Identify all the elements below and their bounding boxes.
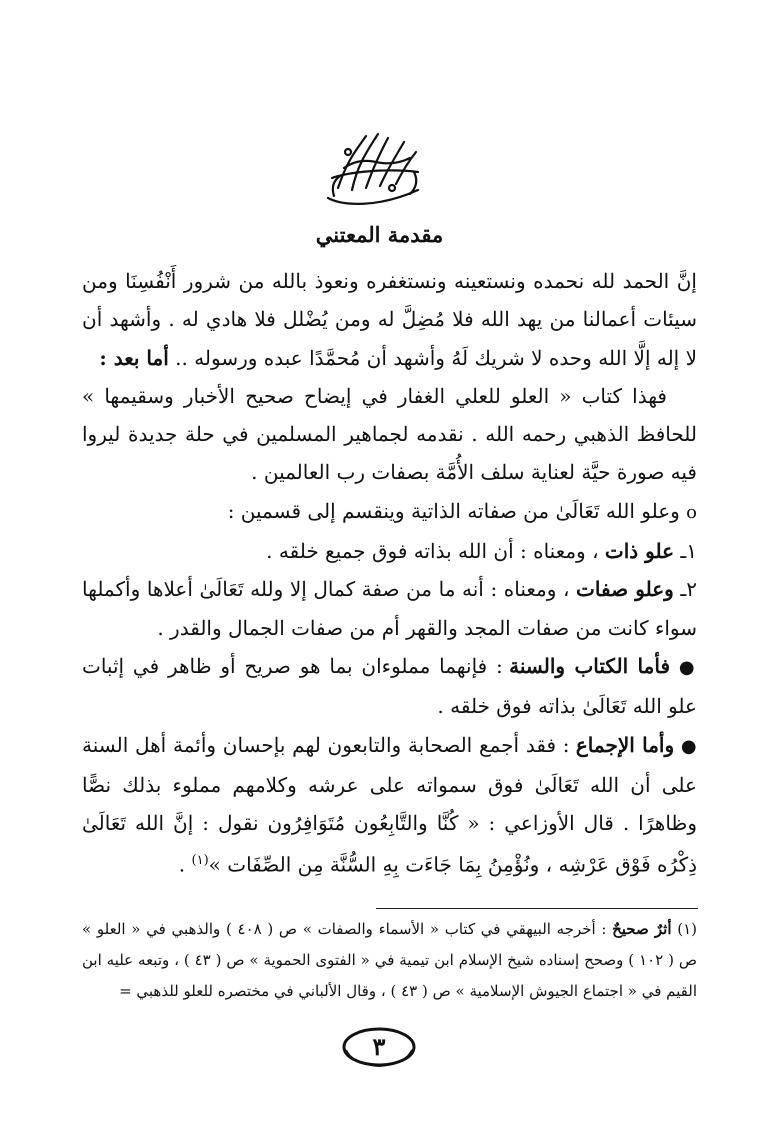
page-title: مقدمة المعتني bbox=[315, 222, 444, 247]
filled-bullet-icon: ● bbox=[680, 735, 697, 757]
paragraph-quran-sunnah: ● فأما الكتاب والسنة : فإنهما مملوءان بما هو صريح أو ظاهر في إثبات علو الله تَعَالَىٰ بذاته فوق خلقه . bbox=[82, 653, 698, 719]
document-body bbox=[82, 262, 697, 884]
paragraph-consensus: ● وأما الإجماع : فقد أجمع الصحابة والتابعون لهم بإحسان وأئمة أهل السنة على أن الله تَعَالَىٰ فوق سمواته على عرشه وكلامهم مملوء بذلك نصًّا وظاهرًا . قال الأوزاعي : « كُنَّا والتَّابِعُون مُتَوَافِرُون نقول : إنَّ الله تَعَالَىٰ ذِكْرُه فَوْق عَرْشِه ، ونُؤْمِنُ بِمَا جَاءَت بِهِ السُّنَّة مِن الصِّفَات »$^{(١)}$ . bbox=[82, 732, 697, 878]
paragraph-divisions: o وعلو الله تَعَالَىٰ من صفاته الذاتية وينقسم إلى قسمين : bbox=[227, 498, 697, 523]
footnote-divider bbox=[376, 908, 698, 909]
footnotes bbox=[82, 914, 697, 1007]
basmala-calligraphy-icon bbox=[318, 128, 430, 208]
footnote-1: (١) أثرٌ صحيحٌ : أخرجه البيهقي في كتاب « الأسماء والصفات » ص ( ٤٠٨ ) والذهبي في « العلو » ص ( ١٠٢ ) وصحح إسناده شيخ الإسلام ابن تيمية في « الفتوى الحموية » ص ( ٤٣ ) ، وتبعه عليه ابن القيم في « اجتماع الجيوش الإسلامية » ص ( ٤٣ ) ، وقال الألباني في مختصره للعلو للذهبي = bbox=[82, 920, 697, 1000]
paragraph-intro: إنَّ الحمد لله نحمده ونستعينه ونستغفره ونعوذ بالله من شرور أَنْفُسِنَا ومن سيئات أعمالنا من يهد الله فلا مُضِلَّ له ومن يُضْلل فلا هادي له . وأشهد أن لا إله إلَّا الله وحده لا شريك لَهُ وأشهد أن مُحمَّدًا عبده ورسوله .. أما بعد : bbox=[82, 269, 697, 370]
footnote-reference[interactable]: (١) bbox=[191, 853, 209, 869]
circle-bullet-icon: o bbox=[686, 501, 697, 523]
paragraph-book: فهذا كتاب « العلو للعلي الغفار في إيضاح صحيح الأخبار وسقيمها » للحافظ الذهبي رحمه الله . نقدمه لجماهير المسلمين في حلة جديدة ليروا فيه صورة حيَّة لعناية سلف الأُمَّة بصفات رب العالمين . bbox=[82, 383, 697, 485]
filled-bullet-icon: ● bbox=[678, 656, 698, 678]
page-number: ٣ bbox=[372, 1032, 386, 1061]
list-item-1: ١ـ علو ذات ، ومعناه : أن الله بذاته فوق جميع خلقه . bbox=[266, 539, 697, 564]
list-item-2: ٢ـ وعلو صفات ، ومعناه : أنه ما من صفة كمال إلا ولله تَعَالَىٰ أعلاها وأكملها سواء كانت من صفات المجد والقهر أم من صفات الجمال والقدر . bbox=[82, 577, 698, 640]
